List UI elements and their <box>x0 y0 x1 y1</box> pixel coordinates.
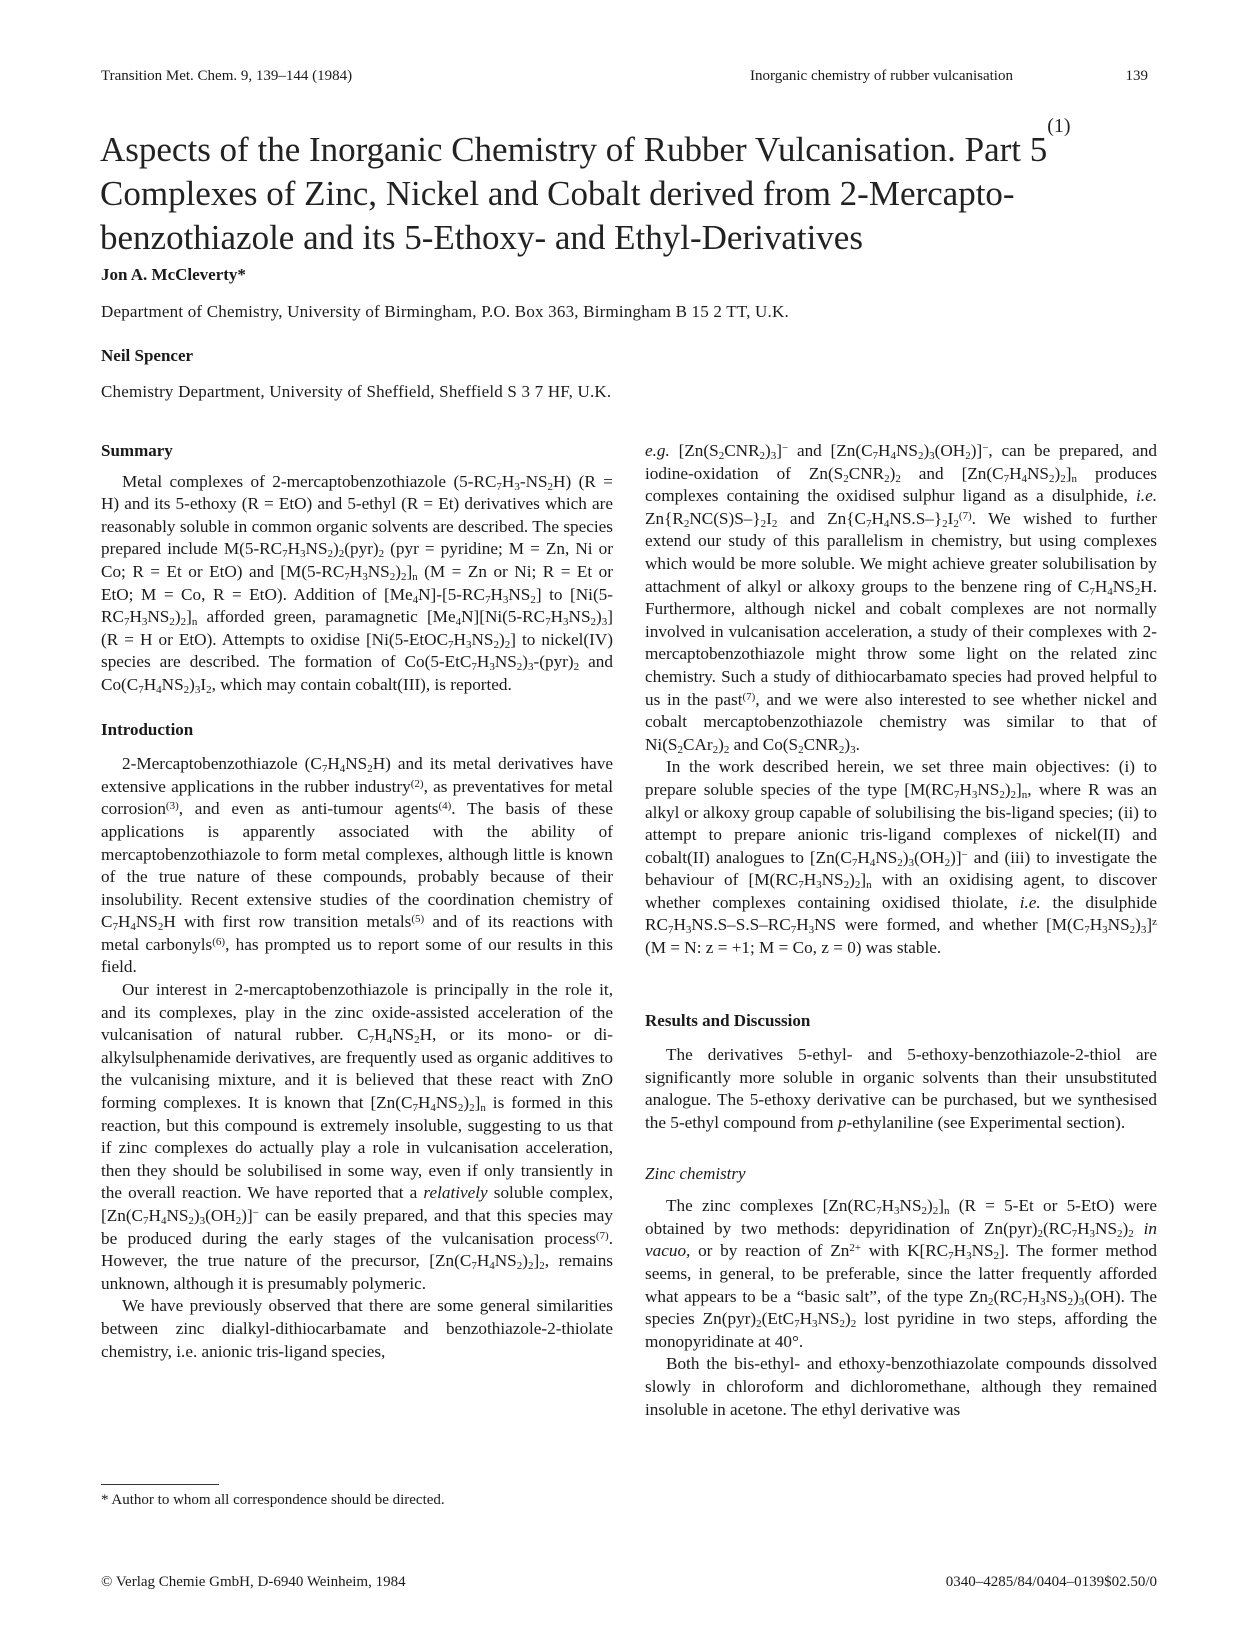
page-number: 139 <box>1125 68 1148 84</box>
author-affiliation: Chemistry Department, University of Sheffield, Sheffield S 3 7 HF, U.K. <box>101 382 612 401</box>
summary-paragraph: Metal complexes of 2-mercaptobenzothiazole $(5-RC_7H_3-NS_2H) (R = H)$ and its 5-ethoxy (R = EtO) and 5-ethyl (R = Et) derivatives which are reasonably soluble in common organic solvents are described. The species prepared include $M(5-RC_7H_3NS_2)_2(pyr)_2$ (pyr = pyridine; M = Zn, Ni or Co; R = Et or EtO) and $[M(5-RC_7H_3NS_2)_2]_n$ (M = Zn or Ni; R = Et or EtO; M = Co, R = EtO). Addition of $[Me_4N]-[5-RC_7H_3NS_2]$ to $[Ni(5-RC_7H_3NS_2)_2]_n$ afforded green, paramagnetic $[Me_4N][Ni(5-RC_7H_3NS_2)_3] (R = H$ or EtO). Attempts to oxidise $[Ni(5-EtOC_7H_3NS_2)_2]$ to nickel(IV) species are described. The formation of $Co(5-EtC_7H_3NS_2)_3-(pyr)_2$ and $Co(C_7H_4NS_2)_3I_2$, which may contain cobalt(III), is reported. <box>101 471 613 696</box>
author-name: Jon A. McCleverty* <box>101 265 246 284</box>
title-line-3: benzothiazole and its 5-Ethoxy- and Ethyl-Derivatives <box>100 218 863 257</box>
footnote-rule <box>101 1484 219 1485</box>
footnote: * Author to whom all correspondence should be directed. <box>101 1492 445 1508</box>
body-paragraph: The zinc complexes $[Zn(RC_7H_3NS_2)_2]_n$ (R = 5-Et or 5-EtO) were obtained by two methods: depyridination of $Zn(pyr)_2(RC_7H_3NS_2)_2$ in vacuo, or by reaction of $Zn^{2+}$ with $K[RC_7H_3NS_2]$. The former method seems, in general, to be preferable, since the latter frequently afforded what appears to be a “basic salt”, of the type $Zn_2(RC_7H_3NS_2)_3(OH)$. The species $Zn(pyr)_2(EtC_7H_3NS_2)_2$ lost pyridine in two steps, affording the monopyridinate at 40°. <box>645 1196 1158 1351</box>
running-header <box>750 68 1148 85</box>
section-heading-results: Results and Discussion <box>645 1010 811 1030</box>
body-paragraph: The derivatives 5-ethyl- and 5-ethoxy-benzothiazole-2-thiol are significantly more soluble in organic solvents than their unsubstituted analogue. The 5-ethoxy derivative can be purchased, but we synthesised the 5-ethyl compound from p-ethylaniline (see Experimental section). <box>645 1045 1157 1133</box>
section-heading-zinc: Zinc chemistry <box>645 1163 746 1183</box>
author-name: Neil Spencer <box>101 346 194 365</box>
body-paragraph: In the work described herein, we set three main objectives: (i) to prepare soluble species of the type $[M(RC_7H_3NS_2)_2]_n$, where R was an alkyl or alkoxy group capable of solubilising the bis-ligand species; (ii) to attempt to prepare anionic tris-ligand complexes of nickel(II) and cobalt(II) analogues to $[Zn(C_7H_4NS_2)_3(OH_2)]^-$ and (iii) to investigate the behaviour of $[M(RC_7H_3NS_2)_2]_n$ with an oxidising agent, to discover whether complexes containing oxidised thiolate, i.e. the disulphide $RC_7H_3NS.S-S.S-RC_7H_3NS$ were formed, and whether $[M(C_7H_3NS_2)_3]^z$ (M = N: z = +1; M = Co, z = 0) was stable. <box>645 757 1158 958</box>
author-affiliation: Department of Chemistry, University of Birmingham, P.O. Box 363, Birmingham B 15 2 TT, U.K. <box>101 302 789 321</box>
title-line-2: Complexes of Zinc, Nickel and Cobalt derived from 2-Mercapto- <box>100 174 1015 213</box>
running-title: Inorganic chemistry of rubber vulcanisation <box>750 68 1013 84</box>
intro-paragraph: Our interest in 2-mercaptobenzothiazole is principally in the role it, and its complexes, play in the zinc oxide-assisted acceleration of the vulcanisation of natural rubber. $C_7H_4NS_2H$, or its mono- or di-alkylsulphenamide derivatives, are frequently used as organic additives to the vulcanising mixture, and it is believed that these react with ZnO forming complexes. It is known that $[Zn(C_7H_4NS_2)_2]_n$ is formed in this reaction, but this compound is extremely insoluble, suggesting to us that if zinc complexes do actually play a role in vulcanisation acceleration, then they should be solubilised in some way, even if only transiently in the overall reaction. We have reported that a relatively soluble complex, $[Zn(C_7H_4NS_2)_3(OH_2)]^-$ can be easily prepared, and that this species may be produced during the early stages of the vulcanisation process$^{(7)}$. However, the true nature of the precursor, $[Zn(C_7H_4NS_2)_2]_2$, remains unknown, although it is presumably polymeric. <box>101 980 613 1293</box>
journal-citation: Transition Met. Chem. 9, 139–144 (1984) <box>101 68 353 84</box>
title-line-1: Aspects of the Inorganic Chemistry of Rubber Vulcanisation. Part 5 <box>100 130 1048 169</box>
intro-paragraph: 2-Mercaptobenzothiazole $(C_7H_4NS_2H)$ and its metal derivatives have extensive applications in the rubber industry$^{(2)}$, as preventatives for metal corrosion$^{(3)}$, and even as anti-tumour agents$^{(4)}$. The basis of these applications is apparently associated with the ability of mercaptobenzothiazole to form metal complexes, although little is known of the true nature of these compounds, probably because of their insolubility. Recent extensive studies of the coordination chemistry of $C_7H_4NS_2H$ with first row transition metals$^{(5)}$ and of its reactions with metal carbonyls$^{(6)}$, has prompted us to report some of our results in this field. <box>101 754 614 977</box>
body-paragraph: Both the bis-ethyl- and ethoxy-benzothiazolate compounds dissolved slowly in chloroform and dichloromethane, although they remained insoluble in acetone. The ethyl derivative was <box>645 1354 1157 1419</box>
publisher-line: © Verlag Chemie GmbH, D-6940 Weinheim, 1984 <box>101 1574 406 1590</box>
title-reference: (1) <box>1047 115 1071 137</box>
body-paragraph: e.g. $[Zn(S_2CNR_2)_3]^-$ and $[Zn(C_7H_4NS_2)_3(OH_2)]^-$, can be prepared, and iodine-oxidation of $Zn(S_2CNR_2)_2$ and $[Zn(C_7H_4NS_2)_2]_n$ produces complexes containing the oxidised sulphur ligand as a disulphide, i.e. $Zn\{R_2NC(S)S-\}_2I_2$ and $Zn\{C_7H_4NS.S-\}_2I_2^{(7)}$. We wished to further extend our study of this parallelism in chemistry, but using complexes which would be more soluble. We might achieve greater solubilisation by attachment of alkyl or alkoxy groups to the benzene ring of $C_7H_4NS_2H$. Furthermore, although nickel and cobalt complexes are not normally involved in vulcanisation acceleration, a study of their complexes with 2-mercaptobenzothiazole might throw some light on the related zinc chemistry. Such a study of dithiocarbamato species had proved helpful to us in the past$^{(7)}$, and we were also interested to see whether nickel and cobalt mercaptobenzothiazole chemistry was similar to that of $Ni(S_2CAr_2)_2$ and $Co(S_2CNR_2)_3$. <box>645 441 1157 756</box>
section-heading-summary: Summary <box>101 441 173 460</box>
section-heading-introduction: Introduction <box>101 719 194 739</box>
right-column <box>645 440 1157 1421</box>
left-column <box>101 440 613 1363</box>
article-code: 0340–4285/84/0404–0139$02.50/0 <box>945 1574 1157 1590</box>
intro-paragraph: We have previously observed that there are some general similarities between zinc dialkyl-dithiocarbamate and benzothiazole-2-thiolate chemistry, i.e. anionic tris-ligand species, <box>101 1296 613 1361</box>
article-title <box>100 115 1160 260</box>
